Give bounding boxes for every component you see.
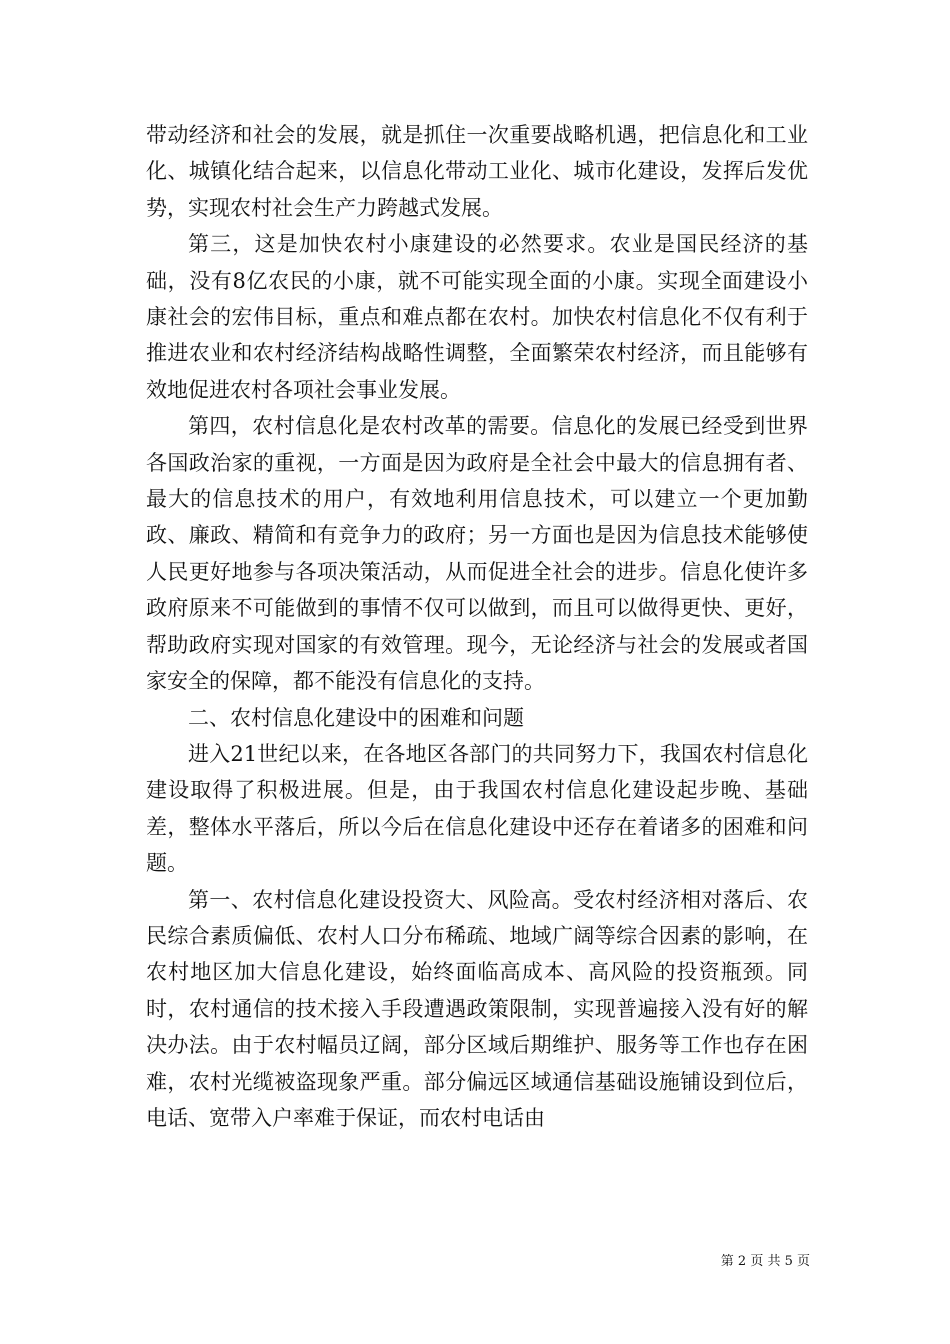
section-heading: 二、农村信息化建设中的困难和问题 bbox=[188, 705, 524, 730]
paragraph-third-point: 第三，这是加快农村小康建设的必然要求。农业是国民经济的基础，没有8亿农民的小康，就不可能实现全面的小康。实现全面建设小康社会的宏伟目标，重点和难点都在农村。加快农村信息化不仅有利于推进农业和农村经济结构战略性调整，全面繁荣农村经济，而且能够有效地促进农村各项社会事业发展。 bbox=[146, 232, 808, 402]
page-number: 第 2 页 共 5 页 bbox=[720, 1254, 810, 1269]
paragraph-section-intro: 进入21世纪以来，在各地区各部门的共同努力下，我国农村信息化建设取得了积极进展。但是，由于我国农村信息化建设起步晚、基础差，整体水平落后，所以今后在信息化建设中还存在着诸多的困难和问题。 bbox=[146, 741, 808, 876]
paragraph-first-problem: 第一、农村信息化建设投资大、风险高。受农村经济相对落后、农民综合素质偏低、农村人口分布稀疏、地域广阔等综合因素的影响，在农村地区加大信息化建设，始终面临高成本、高风险的投资瓶颈。同时，农村通信的技术接入手段遭遇政策限制，实现普遍接入没有好的解决办法。由于农村幅员辽阔，部分区域后期维护、服务等工作也存在困难，农村光缆被盗现象严重。部分偏远区域通信基础设施铺设到位后，电话、宽带入户率难于保证，而农村电话由 bbox=[146, 887, 808, 1130]
paragraph-fourth-point: 第四，农村信息化是农村改革的需要。信息化的发展已经受到世界各国政治家的重视，一方面是因为政府是全社会中最大的信息拥有者、最大的信息技术的用户，有效地利用信息技术，可以建立一个更加勤政、廉政、精简和有竞争力的政府；另一方面也是因为信息技术能够使人民更好地参与各项决策活动，从而促进全社会的进步。信息化使许多政府原来不可能做到的事情不仅可以做到，而且可以做得更快、更好，帮助政府实现对国家的有效管理。现今，无论经济与社会的发展或者国家安全的保障，都不能没有信息化的支持。 bbox=[146, 414, 808, 694]
document-body bbox=[146, 117, 808, 1136]
paragraph-continuation: 带动经济和社会的发展，就是抓住一次重要战略机遇，把信息化和工业化、城镇化结合起来，以信息化带动工业化、城市化建设，发挥后发优势，实现农村社会生产力跨越式发展。 bbox=[146, 123, 808, 220]
